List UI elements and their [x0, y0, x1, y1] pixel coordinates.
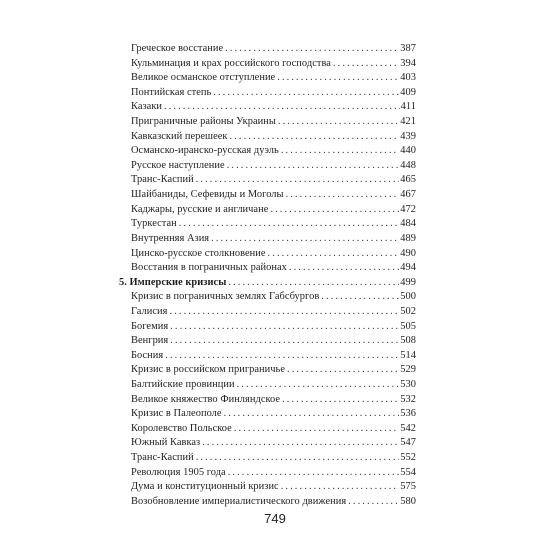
toc-entry — [119, 115, 416, 130]
toc-entry — [119, 320, 416, 335]
table-of-contents — [119, 42, 416, 510]
toc-entry-title: Греческое восстание — [131, 43, 224, 54]
dot-leader — [228, 466, 400, 481]
dot-leader — [196, 451, 400, 466]
toc-entry-page: 502 — [400, 305, 416, 317]
toc-entry-page: 411 — [400, 101, 416, 113]
toc-entry-title: Богемия — [131, 320, 169, 332]
toc-entry-page: 547 — [400, 437, 416, 449]
dot-leader — [321, 290, 399, 305]
toc-entry — [119, 261, 416, 276]
toc-entry-title: Кавказский перешеек — [131, 130, 228, 142]
toc-entry-title: Казаки — [131, 101, 163, 113]
toc-entry-title: Дума и конституционный кризис — [131, 481, 279, 493]
toc-entry-title: Русское наступление — [131, 159, 225, 171]
toc-entry — [119, 480, 416, 495]
toc-entry — [119, 173, 416, 188]
toc-entry-page: 499 — [400, 276, 416, 288]
toc-entry-page: 536 — [400, 408, 416, 420]
toc-entry-title: Кризис в российском приграничье — [131, 364, 285, 376]
toc-entry-page: 500 — [400, 291, 416, 303]
dot-leader — [277, 71, 399, 86]
toc-entry — [119, 436, 416, 451]
toc-entry — [119, 407, 416, 422]
dot-leader — [227, 159, 400, 174]
dot-leader — [333, 57, 399, 72]
toc-entry-title: Босния — [131, 349, 164, 361]
toc-entry-title: Внутренняя Азия — [131, 232, 210, 244]
toc-entry-title: Транс-Каспий — [131, 174, 194, 186]
toc-entry-page: 409 — [400, 86, 416, 98]
toc-entry-title: Галисия — [131, 305, 168, 317]
dot-leader — [281, 480, 400, 495]
toc-entry-page: 552 — [400, 452, 416, 464]
toc-entry — [119, 130, 416, 145]
toc-entry-title: Кризис в Палеополе — [131, 408, 222, 420]
toc-entry — [119, 334, 416, 349]
toc-entry — [119, 349, 416, 364]
dot-leader — [211, 232, 399, 247]
dot-leader — [228, 276, 399, 291]
toc-entry-title: 5. Имперские кризисы — [119, 276, 227, 288]
toc-entry-title: Возобновление империалистического движения — [131, 495, 347, 507]
toc-entry — [119, 188, 416, 203]
page-number: 749 — [264, 511, 286, 526]
toc-entry — [119, 305, 416, 320]
dot-leader — [348, 495, 399, 510]
toc-entry — [119, 159, 416, 174]
toc-entry-page: 489 — [400, 232, 416, 244]
dot-leader — [286, 188, 400, 203]
toc-entry-page: 465 — [400, 174, 416, 186]
toc-entry-page: 387 — [400, 43, 416, 54]
toc-entry — [119, 57, 416, 72]
toc-entry-page: 575 — [400, 481, 416, 493]
toc-entry-title: Венгрия — [131, 335, 169, 347]
toc-entry — [119, 232, 416, 247]
toc-entry — [119, 378, 416, 393]
dot-leader — [164, 100, 400, 115]
toc-entry-page: 529 — [400, 364, 416, 376]
toc-entry — [119, 422, 416, 437]
toc-entry-title: Королевство Польское — [131, 422, 232, 434]
toc-entry-page: 439 — [400, 130, 416, 142]
toc-entry-title: Балтийские провинции — [131, 379, 235, 391]
toc-entry-title: Великое османское отступление — [131, 72, 276, 84]
toc-entry-title: Великое княжество Финляндское — [131, 393, 281, 405]
toc-entry — [119, 217, 416, 232]
toc-entry-page: 421 — [400, 116, 416, 128]
toc-entry-page: 542 — [400, 422, 416, 434]
toc-entry-page: 580 — [400, 495, 416, 507]
dot-leader — [170, 305, 400, 320]
toc-entry-page: 532 — [400, 393, 416, 405]
dot-leader — [179, 217, 399, 232]
toc-entry-title: Кульминация и крах российского господства — [131, 57, 331, 69]
toc-entry-page: 484 — [400, 218, 416, 230]
toc-entry — [119, 451, 416, 466]
toc-entry-title: Приграничные районы Украины — [131, 116, 276, 128]
toc-entry — [119, 100, 416, 115]
toc-entry-page: 494 — [400, 262, 416, 274]
toc-entry — [119, 144, 416, 159]
toc-entry-title: Кризис в пограничных землях Габсбургов — [131, 291, 320, 303]
toc-entry — [119, 42, 416, 57]
toc-entry-title: Цинско-русское столкновение — [131, 247, 266, 259]
dot-leader — [213, 86, 399, 101]
dot-leader — [282, 393, 399, 408]
dot-leader — [230, 130, 400, 145]
toc-entry-page: 448 — [400, 159, 416, 171]
toc-entry-page: 394 — [400, 57, 416, 69]
toc-entry-title: Восстания в пограничных районах — [131, 262, 287, 274]
toc-entry — [119, 203, 416, 218]
dot-leader — [237, 378, 400, 393]
toc-entry — [119, 466, 416, 481]
toc-entry-page: 472 — [400, 203, 416, 215]
dot-leader — [268, 247, 400, 262]
toc-entry — [119, 71, 416, 86]
toc-entry — [119, 86, 416, 101]
toc-entry-title: Транс-Каспий — [131, 452, 194, 464]
dot-leader — [165, 349, 399, 364]
dot-leader — [234, 422, 399, 437]
dot-leader — [287, 363, 399, 378]
toc-entry-page: 508 — [400, 335, 416, 347]
dot-leader — [225, 42, 399, 57]
toc-entry — [119, 495, 416, 510]
toc-entry-title: Революция 1905 года — [131, 466, 226, 478]
dot-leader — [224, 407, 400, 422]
toc-entry-page: 490 — [400, 247, 416, 259]
toc-entry-page: 467 — [400, 189, 416, 201]
toc-chapter-entry — [119, 276, 416, 291]
toc-entry-page: 440 — [400, 145, 416, 157]
toc-entry-title: Южный Кавказ — [131, 437, 201, 449]
dot-leader — [170, 334, 399, 349]
dot-leader — [202, 436, 399, 451]
toc-entry-page: 403 — [400, 72, 416, 84]
dot-leader — [278, 115, 399, 130]
toc-entry-page: 505 — [400, 320, 416, 332]
toc-entry-title: Понтийская степь — [131, 86, 212, 98]
toc-entry — [119, 393, 416, 408]
toc-entry-page: 514 — [400, 349, 416, 361]
dot-leader — [281, 144, 399, 159]
toc-entry-title: Османско-иранско-русская дуэль — [131, 145, 279, 157]
toc-entry — [119, 363, 416, 378]
toc-entry-page: 530 — [400, 379, 416, 391]
dot-leader — [170, 320, 399, 335]
toc-entry — [119, 290, 416, 305]
dot-leader — [196, 173, 400, 188]
toc-entry-title: Каджары, русские и англичане — [131, 203, 269, 215]
toc-entry-title: Туркестан — [131, 218, 177, 230]
dot-leader — [289, 261, 399, 276]
toc-entry-page: 554 — [400, 466, 416, 478]
toc-entry-title: Шайбаниды, Сефевиды и Моголы — [131, 189, 284, 201]
toc-entry — [119, 247, 416, 262]
dot-leader — [270, 203, 399, 218]
